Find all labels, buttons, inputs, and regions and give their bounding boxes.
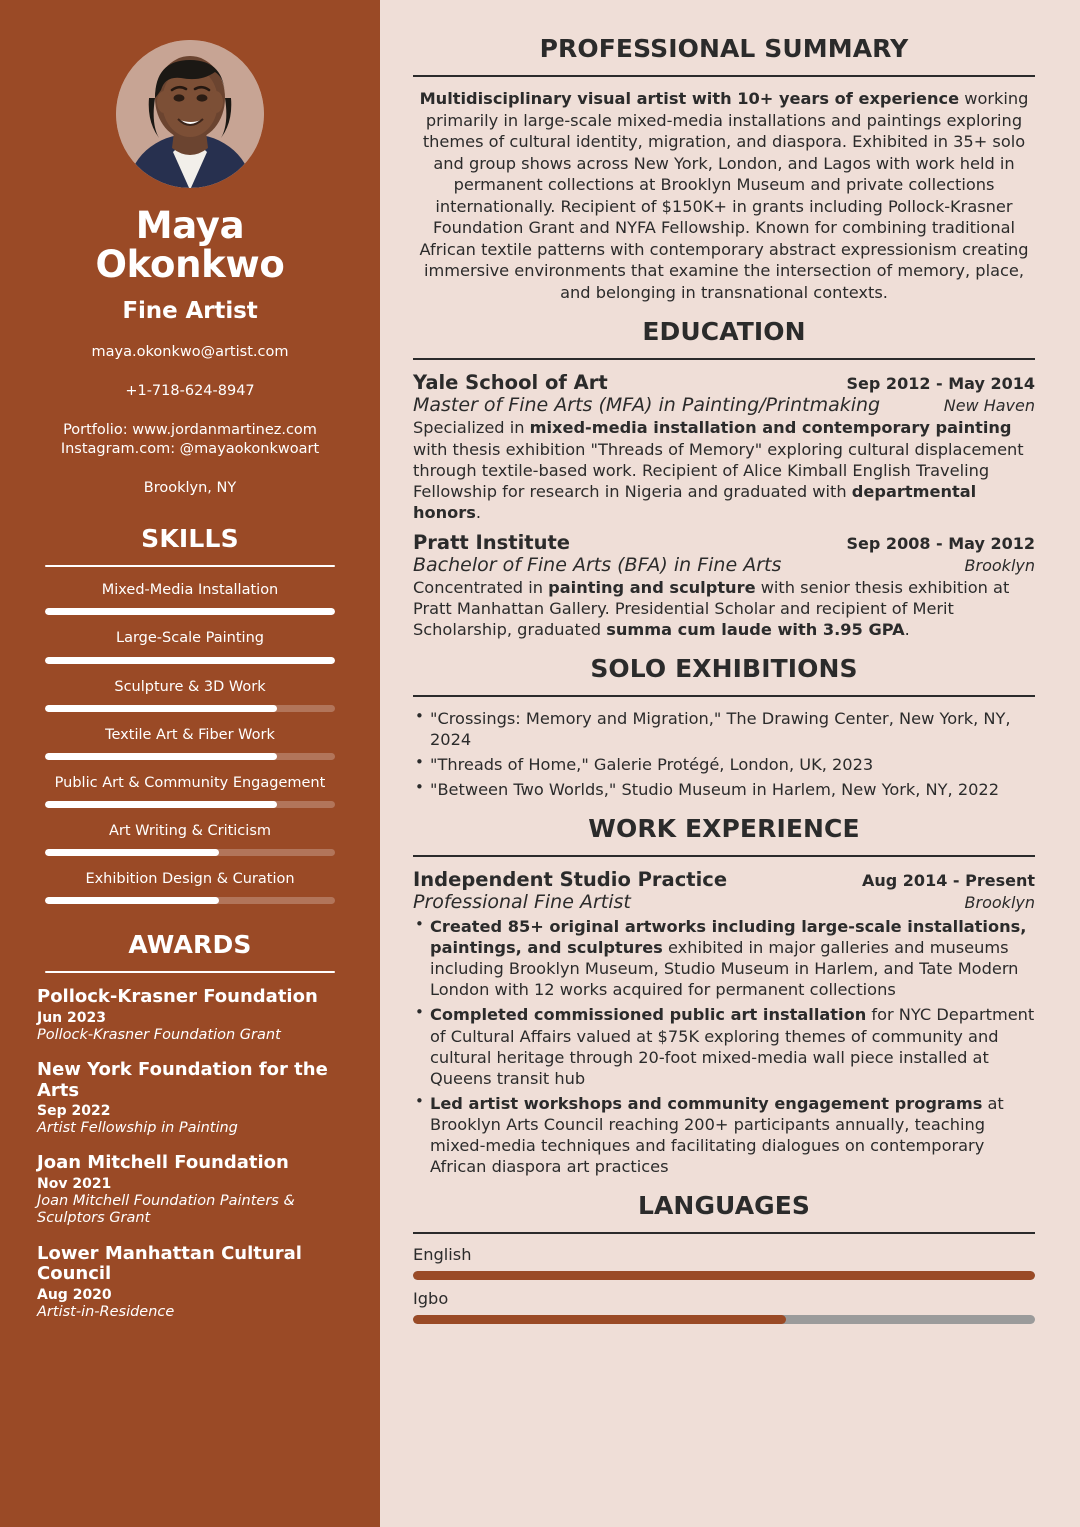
award-description: Pollock-Krasner Foundation Grant bbox=[37, 1026, 281, 1043]
exhibition-item: • "Crossings: Memory and Migration," The Drawing Center, New York, NY, 2024 bbox=[413, 708, 1035, 750]
education-header-row bbox=[413, 531, 1035, 554]
award-date: Nov 2021 bbox=[37, 1175, 112, 1192]
location-text: Brooklyn, NY bbox=[143, 479, 237, 496]
award-organization: Pollock-Krasner Foundation bbox=[37, 986, 318, 1008]
section-title-summary: PROFESSIONAL SUMMARY bbox=[539, 34, 909, 63]
skill-item bbox=[37, 870, 343, 904]
skills-heading: SKILLS bbox=[141, 524, 239, 554]
experience-date-range: Aug 2014 - Present bbox=[862, 871, 1035, 891]
language-item bbox=[413, 1245, 1035, 1280]
experience-bullet bbox=[413, 1093, 1035, 1177]
skill-item bbox=[37, 581, 343, 615]
education-subheader-row bbox=[413, 394, 1035, 416]
summary-divider bbox=[413, 75, 1035, 77]
skill-label: Art Writing & Criticism bbox=[109, 822, 271, 839]
award-item bbox=[37, 1060, 343, 1137]
award-description: Joan Mitchell Foundation Painters & Sculptors Grant bbox=[37, 1192, 295, 1227]
experience-bullet bbox=[413, 916, 1035, 1000]
avatar bbox=[116, 40, 264, 188]
education-date-range: Sep 2012 - May 2014 bbox=[846, 374, 1035, 394]
instagram-link[interactable]: Instagram.com: @mayaokonkwoart bbox=[60, 441, 320, 458]
language-progress-fill bbox=[413, 1271, 1035, 1280]
edu-desc-pre: Concentrated in bbox=[413, 577, 549, 597]
section-title-exhibitions: SOLO EXHIBITIONS bbox=[590, 653, 858, 683]
edu-desc-post: . bbox=[904, 619, 910, 639]
skill-label: Exhibition Design & Curation bbox=[85, 871, 295, 887]
skill-progress-track bbox=[45, 849, 335, 856]
skills-divider bbox=[45, 565, 335, 567]
degree-title: Master of Fine Arts (MFA) in Painting/Printmaking bbox=[413, 394, 881, 417]
award-date: Jun 2023 bbox=[37, 1009, 106, 1026]
skill-progress-fill bbox=[45, 705, 277, 712]
bullet-body: for NYC Department of Cultural Affairs valued at $75K exploring themes of community and cultural heritage through 20-foot mixed-media wall piece installed at Queens transit hub bbox=[430, 1005, 1035, 1088]
degree-title: Bachelor of Fine Arts (BFA) in Fine Arts bbox=[413, 553, 782, 576]
experience-subheader-row bbox=[413, 891, 1035, 913]
skill-label: Mixed-Media Installation bbox=[101, 582, 279, 599]
experience-divider bbox=[413, 855, 1035, 857]
skill-progress-track bbox=[45, 801, 335, 808]
institution-name: Yale School of Art bbox=[413, 371, 608, 395]
bullet-body: at Brooklyn Arts Council reaching 200+ participants annually, teaching mixed-media techniques and facilitating dialogues on contemporary African diaspora art practices bbox=[430, 1093, 1004, 1176]
skill-progress-track bbox=[45, 705, 335, 712]
exhibitions-divider bbox=[413, 695, 1035, 697]
skill-progress-fill bbox=[45, 849, 219, 856]
skill-label: Large-Scale Painting bbox=[116, 630, 264, 647]
education-header-row bbox=[413, 371, 1035, 394]
skill-progress-fill bbox=[45, 801, 277, 808]
skill-progress-fill bbox=[45, 608, 335, 615]
education-location: Brooklyn bbox=[964, 555, 1035, 575]
skill-progress-track bbox=[45, 753, 335, 760]
summary-text bbox=[413, 88, 1035, 303]
awards-heading: AWARDS bbox=[128, 930, 252, 960]
experience-bullets bbox=[413, 916, 1035, 1177]
award-date: Aug 2020 bbox=[37, 1286, 112, 1303]
edu-desc-bold2: departmental honors bbox=[413, 481, 977, 522]
profile-photo-icon bbox=[116, 40, 264, 188]
language-progress-fill bbox=[413, 1315, 786, 1324]
edu-desc-bold1: painting and sculpture bbox=[548, 577, 756, 597]
experience-entry bbox=[413, 868, 1035, 1177]
section-title-languages: LANGUAGES bbox=[637, 1190, 811, 1220]
summary-body: working primarily in large-scale mixed-media installations and paintings exploring themes of cultural identity, migration, and diaspora. Exhibited in 35+ solo and group shows across New York, London, and Lagos with work held in permanent collections at Brooklyn Museum and private collections internationally. Recipient of $150K+ in grants including Pollock-Krasner Foundation Grant and NYFA Fellowship. Known for combining traditional African textile patterns with contemporary abstract expressionism creating immersive environments that examine the intersection of memory, place, and belonging in transnational contexts. bbox=[419, 89, 1029, 302]
language-progress-track bbox=[413, 1315, 1035, 1324]
last-name: Okonkwo bbox=[95, 243, 285, 287]
education-entry bbox=[413, 531, 1035, 640]
experience-header-row bbox=[413, 868, 1035, 891]
links-block bbox=[37, 421, 343, 460]
experience-location: Brooklyn bbox=[964, 893, 1035, 913]
award-description: Artist-in-Residence bbox=[37, 1303, 175, 1320]
language-label: Igbo bbox=[413, 1288, 449, 1308]
awards-list bbox=[37, 987, 343, 1321]
skill-item bbox=[37, 822, 343, 856]
edu-desc-pre: Specialized in bbox=[413, 418, 530, 438]
edu-desc-mid: with thesis exhibition "Threads of Memory" exploring cultural displacement through textile-based work. Recipient of Alice Kimball English Traveling Fellowship for research in Nigeria and graduated with bbox=[413, 439, 1024, 501]
exhibition-item: • "Threads of Home," Galerie Protégé, London, UK, 2023 bbox=[413, 754, 1035, 775]
education-description bbox=[413, 417, 1035, 522]
skill-item bbox=[37, 726, 343, 760]
first-name: Maya bbox=[135, 204, 245, 247]
job-title: Fine Artist bbox=[122, 298, 258, 325]
skill-label: Textile Art & Fiber Work bbox=[105, 726, 275, 743]
award-item bbox=[37, 1244, 343, 1321]
bullet-highlight: Created 85+ original artworks including large-scale installations, paintings, and sculptures bbox=[430, 917, 1027, 958]
full-name bbox=[37, 204, 343, 287]
edu-desc-bold2: summa cum laude with 3.95 GPA bbox=[606, 619, 905, 639]
exhibition-item: • "Between Two Worlds," Studio Museum in Harlem, New York, NY, 2022 bbox=[413, 779, 1035, 800]
education-entry bbox=[413, 371, 1035, 522]
education-divider bbox=[413, 358, 1035, 360]
education-description bbox=[413, 577, 1035, 640]
summary-highlight: Multidisciplinary visual artist with 10+ years of experience bbox=[419, 89, 960, 108]
awards-divider bbox=[45, 971, 335, 973]
bullet-highlight: Completed commissioned public art installation bbox=[430, 1005, 867, 1025]
education-subheader-row bbox=[413, 554, 1035, 576]
language-label: English bbox=[413, 1244, 472, 1264]
section-title-education: EDUCATION bbox=[642, 317, 806, 347]
skill-progress-track bbox=[45, 608, 335, 615]
phone-text[interactable]: +1-718-624-8947 bbox=[125, 383, 255, 399]
sidebar bbox=[0, 0, 380, 1527]
award-organization: New York Foundation for the Arts bbox=[37, 1059, 328, 1101]
email-text[interactable]: maya.okonkwo@artist.com bbox=[91, 344, 289, 361]
edu-desc-post: . bbox=[475, 502, 482, 522]
bullet-highlight: Led artist workshops and community engagement programs bbox=[430, 1093, 983, 1113]
skill-item bbox=[37, 629, 343, 663]
employer-name: Independent Studio Practice bbox=[413, 868, 728, 892]
edu-desc-bold1: mixed-media installation and contemporary painting bbox=[529, 418, 1012, 438]
skill-progress-track bbox=[45, 657, 335, 664]
skill-label: Public Art & Community Engagement bbox=[54, 774, 326, 791]
skill-label: Sculpture & 3D Work bbox=[114, 678, 266, 695]
education-date-range: Sep 2008 - May 2012 bbox=[846, 533, 1035, 553]
experience-bullet bbox=[413, 1004, 1035, 1088]
institution-name: Pratt Institute bbox=[413, 530, 570, 554]
skills-list bbox=[37, 581, 343, 904]
skill-progress-fill bbox=[45, 897, 219, 904]
skill-progress-fill bbox=[45, 657, 335, 664]
award-description: Artist Fellowship in Painting bbox=[37, 1120, 238, 1137]
skill-item bbox=[37, 678, 343, 712]
section-title-experience: WORK EXPERIENCE bbox=[588, 814, 860, 844]
main-content bbox=[380, 0, 1080, 1527]
experience-list bbox=[413, 868, 1035, 1177]
award-item bbox=[37, 1153, 343, 1227]
award-item bbox=[37, 987, 343, 1044]
education-location: New Haven bbox=[943, 396, 1035, 416]
avatar-container bbox=[37, 40, 343, 188]
language-progress-track bbox=[413, 1271, 1035, 1280]
skill-progress-track bbox=[45, 897, 335, 904]
languages-list bbox=[413, 1245, 1035, 1324]
language-item bbox=[413, 1289, 1035, 1324]
skill-item bbox=[37, 774, 343, 808]
portfolio-link[interactable]: Portfolio: www.jordanmartinez.com bbox=[63, 421, 317, 438]
award-organization: Lower Manhattan Cultural Council bbox=[37, 1242, 302, 1285]
skill-progress-fill bbox=[45, 753, 277, 760]
bullet-body: exhibited in major galleries and museums including Brooklyn Museum, Studio Museum in Harlem, and Tate Modern London with 12 works acquired for permanent collections bbox=[430, 938, 1019, 1000]
exhibitions-list bbox=[413, 708, 1035, 800]
languages-divider bbox=[413, 1232, 1035, 1234]
job-role: Professional Fine Artist bbox=[413, 891, 631, 914]
award-date: Sep 2022 bbox=[37, 1103, 111, 1120]
education-list bbox=[413, 371, 1035, 640]
edu-desc-mid: with senior thesis exhibition at Pratt Manhattan Gallery. Presidential Scholar and recipient of Merit Scholarship, graduated bbox=[413, 577, 1010, 639]
award-organization: Joan Mitchell Foundation bbox=[37, 1152, 289, 1174]
